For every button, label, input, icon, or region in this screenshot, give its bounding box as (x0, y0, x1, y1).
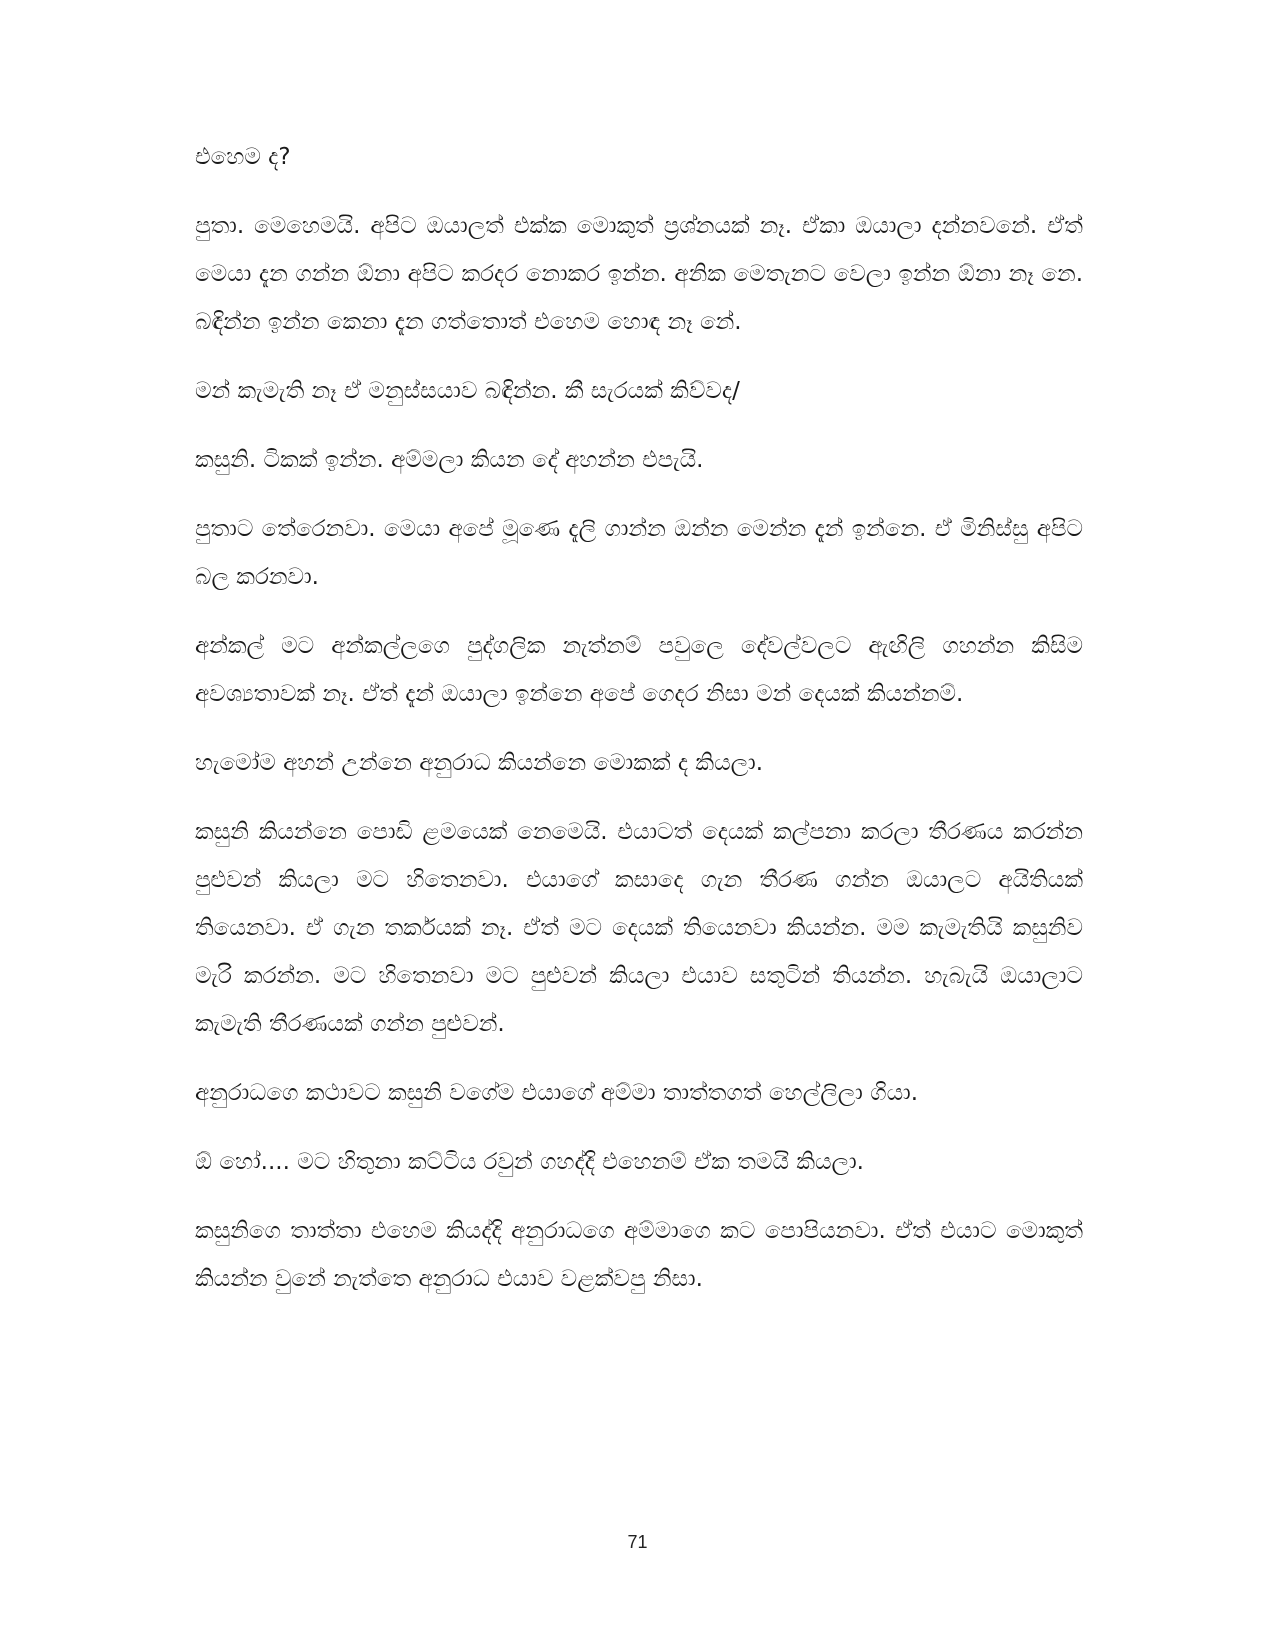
body-text (195, 133, 1083, 1324)
paragraph: කසුනි. ටිකක් ඉන්න. අම්මලා කියන දේ අහන්න එපැයි. (195, 447, 704, 473)
paragraph: එහෙම ද? (195, 144, 291, 170)
paragraph: පුතා. මෙහෙමයි. අපිට ඔයාලත් එක්ක මොකුත් ප්‍රශ්නයක් නෑ. ඒකා ඔයාලා දන්නවනේ. ඒත් මෙයා දැන ගන්න ඕනා අපිට කරදර නොකර ඉන්න. අනික මෙතැනට වෙලා ඉන්න ඕනා නෑ නෙ. බඳින්න ඉන්න කෙනා දැන ගත්තොත් එහෙම හොඳ නෑ නේ. (195, 213, 1083, 335)
paragraph: ඕ හෝ.... මට හිතුනා කට්ටිය රවුන් ගහද්දි එහෙනම් ඒක තමයි කියලා. (195, 1149, 864, 1175)
paragraph: අන්කල් මට අන්කල්ලගෙ පුද්ගලික නැත්නම් පවුලෙ දේවල්වලට ඇඟිලි ගහන්න කිසිම අවශ්‍යතාවක් නෑ. ඒත් දැන් ඔයාලා ඉන්නෙ අපේ ගෙදර නිසා මන් දෙයක් කියන්නම්. (195, 633, 1083, 707)
paragraph: කසුනිගෙ තාත්තා එහෙම කියද්දි අනුරාධගෙ අම්මාගෙ කට පොපියනවා. ඒත් එයාට මොකුත් කියන්න වුනේ නැත්තෙ අනුරාධ එයාව වළක්වපු නිසා. (195, 1218, 1083, 1292)
paragraph: කසුනි කියන්නෙ පොඩි ළමයෙක් නෙමෙයි. එයාටත් දෙයක් කල්පනා කරලා තීරණය කරන්න පුළුවන් කියලා මට හිතෙනවා. එයාගේ කසාදෙ ගැන තීරණ ගන්න ඔයාලට අයිතියක් තියෙනවා. ඒ ගැන තර්කයක් නෑ. ඒත් මට දෙයක් තියෙනවා කියන්න. මම කැමැතියි කසුනිව මැරි කරන්න. මට හිතෙනවා මට පුළුවන් කියලා එයාව සතුටින් තියන්න. හැබැයි ඔයාලාට කැමැති තීරණයක් ගන්න පුළුවන්. (195, 819, 1083, 1037)
paragraph: මන් කැමැති නෑ ඒ මනුස්සයාව බඳින්න. කී සැරයක් කිව්වද/ (195, 378, 740, 404)
paragraph: හැමෝම අහන් උන්නෙ අනුරාධ කියන්නෙ මොකක් ද කියලා. (195, 750, 764, 776)
paragraph: අනුරාධගෙ කථාවට කසුනි වගේම එයාගේ අම්මා තාත්තගත් හෙල්ලිලා ගියා. (195, 1080, 919, 1106)
paragraph: පුතාට තේරෙනවා. මෙයා අපේ මූණෙ දැලි ගාන්න ඔන්න මෙන්න දැන් ඉන්නෙ. ඒ මිනිස්සු අපිට බල කරනවා. (195, 516, 1083, 590)
page-number: 71 (627, 1532, 648, 1552)
